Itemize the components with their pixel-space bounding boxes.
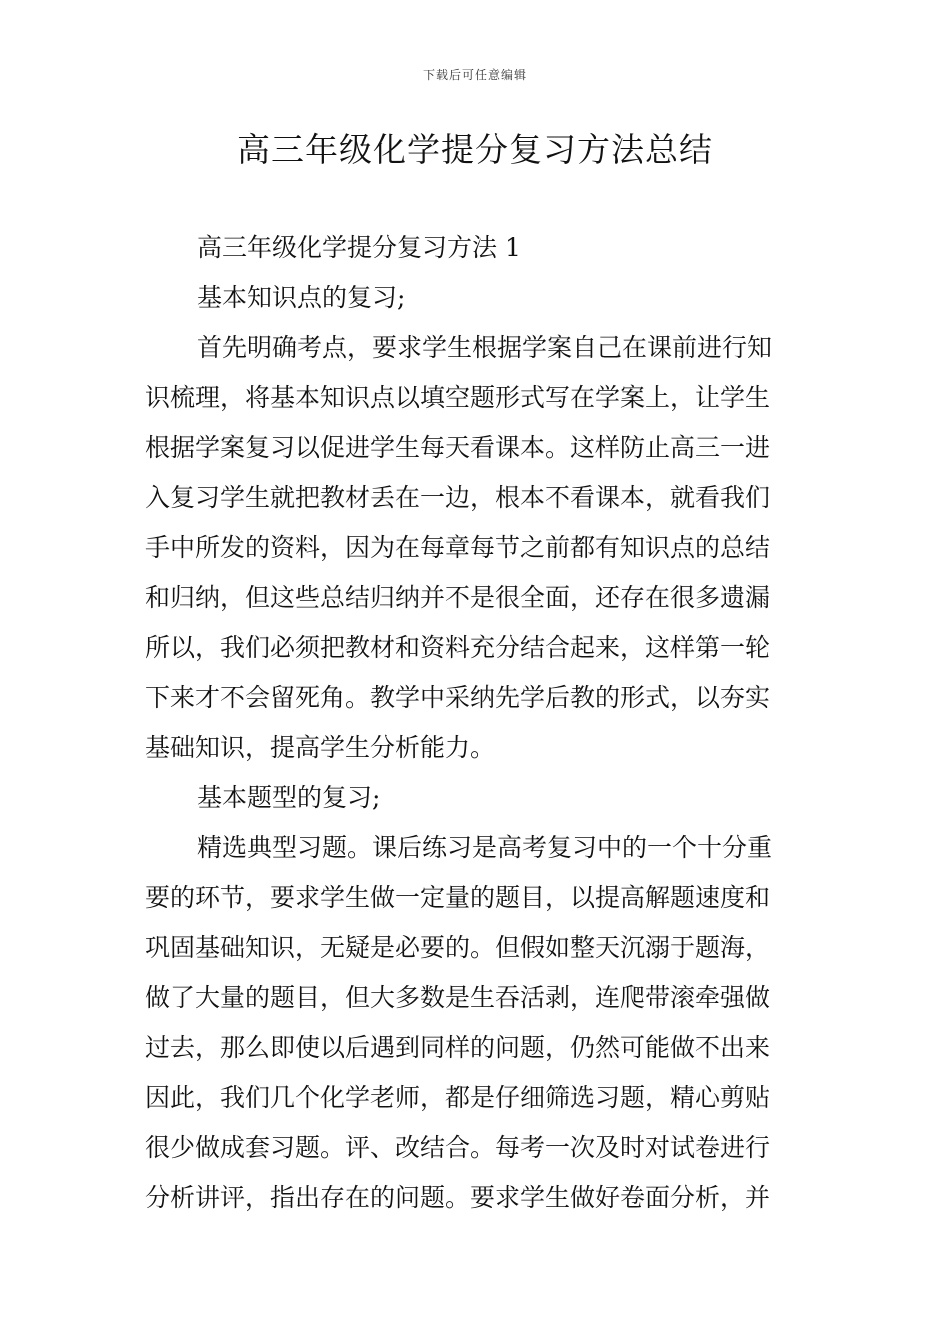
- body-line: 很少做成套习题。评、改结合。每考一次及时对试卷进行: [145, 1133, 771, 1162]
- body-line: 分析讲评，指出存在的问题。要求学生做好卷面分析，并: [145, 1183, 771, 1212]
- body-line: 手中所发的资料，因为在每章每节之前都有知识点的总结: [145, 533, 771, 562]
- body-line: 巩固基础知识，无疑是必要的。但假如整天沉溺于题海，: [145, 933, 771, 962]
- body-line: 精选典型习题。课后练习是高考复习中的一个十分重: [197, 833, 773, 862]
- body-line: 过去，那么即使以后遇到同样的问题，仍然可能做不出来: [145, 1033, 771, 1062]
- body-line: 做了大量的题目，但大多数是生吞活剥，连爬带滚牵强做: [145, 983, 771, 1012]
- document-body: [145, 223, 810, 1223]
- body-line: 入复习学生就把教材丢在一边，根本不看课本，就看我们: [145, 483, 771, 512]
- body-line: 下来才不会留死角。教学中采纳先学后教的形式，以夯实: [145, 683, 771, 712]
- body-line: 基本知识点的复习;: [197, 283, 406, 312]
- body-line: 基础知识，提高学生分析能力。: [145, 733, 496, 762]
- body-line: 高三年级化学提分复习方法 1: [197, 233, 521, 262]
- body-line: 因此，我们几个化学老师，都是仔细筛选习题，精心剪贴: [145, 1083, 771, 1112]
- body-line: 识梳理，将基本知识点以填空题形式写在学案上，让学生: [145, 383, 771, 412]
- body-line: 和归纳，但这些总结归纳并不是很全面，还存在很多遗漏: [145, 583, 771, 612]
- header-note: 下载后可任意编辑: [422, 68, 527, 82]
- body-line: 首先明确考点，要求学生根据学案自己在课前进行知: [197, 333, 773, 362]
- document-title: 高三年级化学提分复习方法总结: [237, 130, 713, 169]
- body-line: 根据学案复习以促进学生每天看课本。这样防止高三一进: [145, 433, 771, 462]
- body-line: 基本题型的复习;: [197, 783, 381, 812]
- body-line: 要的环节，要求学生做一定量的题目，以提高解题速度和: [145, 883, 771, 912]
- body-line: 所以，我们必须把教材和资料充分结合起来，这样第一轮: [145, 633, 771, 662]
